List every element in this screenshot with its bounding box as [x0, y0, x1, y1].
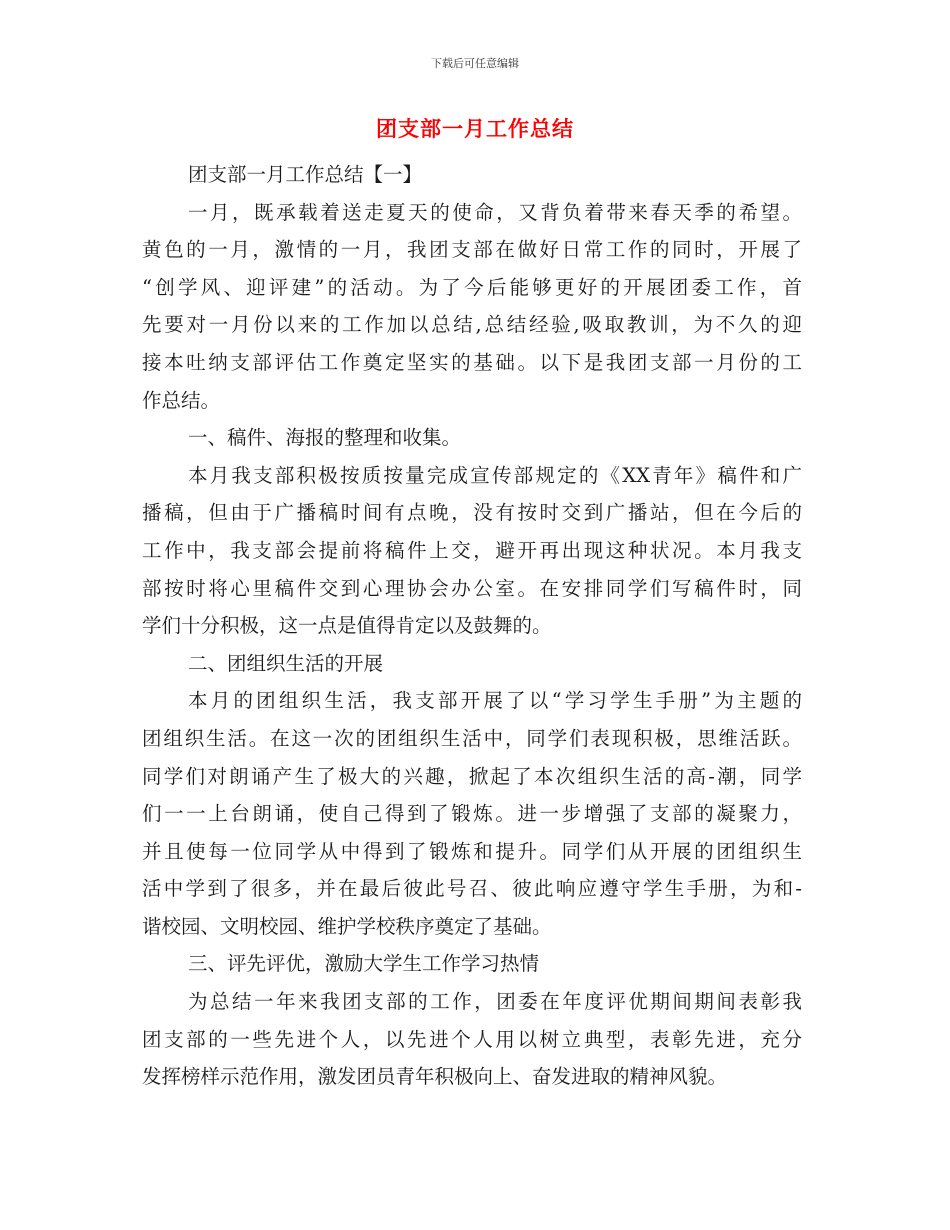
text-line: 为总结一年来我团支部的工作，团委在年度评优期间期间表彰我 — [188, 990, 802, 1014]
text-line: 团支部一月工作总结【一】 — [188, 163, 423, 186]
text-line: 团支部的一些先进个人，以先进个人用以树立典型，表彰先进，充分 — [142, 1027, 802, 1051]
text-line: 本月我支部积极按质按量完成宣传部规定的《XX青年》稿件和广 — [188, 463, 802, 487]
text-line: 们一一上台朗诵，使自己得到了锻炼。进一步增强了支部的凝聚力， — [142, 802, 802, 826]
text-line: 一月，既承载着送走夏天的使命，又背负着带来春天季的希望。 — [188, 200, 802, 224]
text-line: 黄色的一月，激情的一月，我团支部在做好日常工作的同时，开展了 — [142, 238, 802, 262]
text-line: 学们十分积极，这一点是值得肯定以及鼓舞的。 — [142, 614, 552, 638]
text-line: 并且使每一位同学从中得到了锻炼和提升。同学们从开展的团组织生 — [142, 839, 802, 863]
text-line: 部按时将心里稿件交到心理协会办公室。在安排同学们写稿件时，同 — [142, 576, 802, 600]
document-title: 团支部一月工作总结 — [376, 117, 574, 141]
text-line: 三、评先评优，激励大学生工作学习热情 — [188, 952, 540, 976]
text-line: 发挥榜样示范作用，激发团员青年积极向上、奋发进取的精神风貌。 — [142, 1065, 728, 1089]
text-line: 工作中，我支部会提前将稿件上交，避开再出现这种状况。本月我支 — [142, 538, 802, 562]
document-body — [142, 156, 802, 1096]
text-line: 二、团组织生活的开展 — [188, 651, 384, 675]
text-line: 谐校园、文明校园、维护学校秩序奠定了基础。 — [142, 914, 552, 938]
text-line: 播稿，但由于广播稿时间有点晚，没有按时交到广播站，但在今后的 — [142, 501, 802, 525]
page-header-note: 下载后可任意编辑 — [431, 57, 519, 70]
text-line: 本月的团组织生活，我支部开展了以“学习学生手册”为主题的 — [188, 689, 802, 713]
text-line: 接本吐纳支部评估工作奠定坚实的基础。以下是我团支部一月份的工 — [142, 350, 802, 374]
text-line: 同学们对朗诵产生了极大的兴趣，掀起了本次组织生活的高-潮，同学 — [142, 764, 802, 788]
text-line: “创学风、迎评建”的活动。为了今后能够更好的开展团委工作，首 — [142, 275, 802, 299]
text-line: 活中学到了很多，并在最后彼此号召、彼此响应遵守学生手册，为和- — [142, 877, 802, 901]
text-line: 一、稿件、海报的整理和收集。 — [188, 426, 462, 450]
text-line: 团组织生活。在这一次的团组织生活中，同学们表现积极，思维活跃。 — [142, 726, 802, 750]
text-line: 先要对一月份以来的工作加以总结,总结经验,吸取教训，为不久的迎 — [142, 313, 802, 337]
text-line: 作总结。 — [142, 388, 221, 412]
